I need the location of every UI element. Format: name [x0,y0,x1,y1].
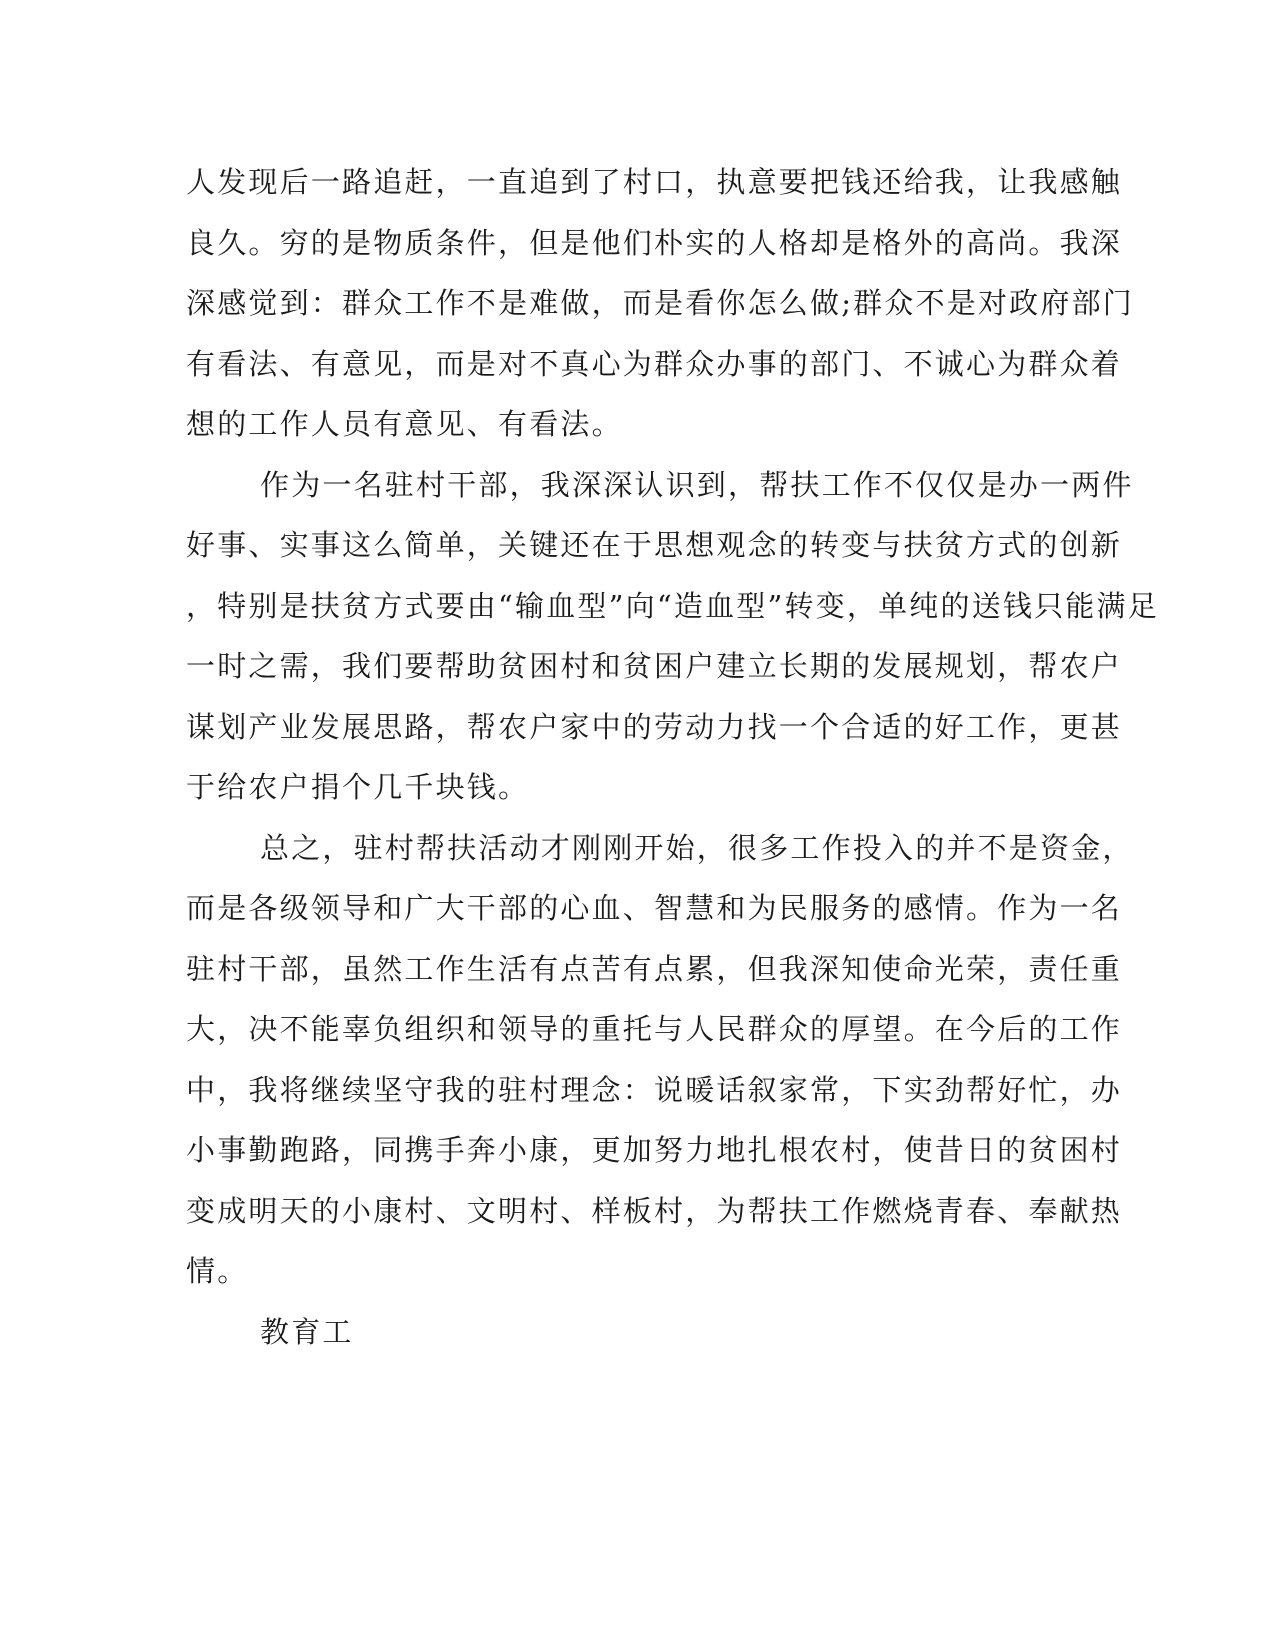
paragraph-first-line: 教育工 [260,1314,354,1349]
text-line: 良久。穷的是物质条件，但是他们朴实的人格却是格外的高尚。我深 [186,225,1123,260]
text-line: 好事、实事这么简单，关键还在于思想观念的转变与扶贫方式的创新 [186,528,1123,562]
text-line: 小事勤跑路，同携手奔小康，更加努力地扎根农村，使昔日的贫困村 [186,1133,1123,1167]
text-line: 变成明天的小康村、文明村、样板村，为帮扶工作燃烧青春、奉献热 [186,1193,1123,1228]
text-line: 而是各级领导和广大干部的心血、智慧和为民服务的感情。作为一名 [186,891,1123,925]
text-line: 于给农户捐个几千块钱。 [186,770,530,804]
text-line: 谋划产业发展思路，帮农户家中的劳动力找一个合适的好工作，更甚 [186,709,1123,744]
text-line: 有看法、有意见，而是对不真心为群众办事的部门、不诚心为群众着 [186,346,1123,381]
paragraph-first-line: 作为一名驻村干部，我深深认识到，帮扶工作不仅仅是办一两件 [260,467,1134,502]
paragraph-first-line: 总之，驻村帮扶活动才刚刚开始，很多工作投入的并不是资金， [260,830,1134,865]
text-line: 人发现后一路追赶，一直追到了村口，执意要把钱还给我，让我感触 [186,165,1123,199]
text-line: 深感觉到：群众工作不是难做，而是看你怎么做;群众不是对政府部门 [186,286,1134,320]
text-line: 一时之需，我们要帮助贫困村和贫困户建立长期的发展规划，帮农户 [186,649,1123,683]
body-text [186,152,1159,1362]
text-line: 中，我将继续坚守我的驻村理念：说暖话叙家常，下实劲帮好忙，办 [186,1072,1123,1107]
text-line: 大，决不能辜负组织和领导的重托与人民群众的厚望。在今后的工作 [186,1012,1123,1046]
text-line: 驻村干部，虽然工作生活有点苦有点累，但我深知使命光荣，责任重 [186,951,1123,986]
text-line: 情。 [186,1254,249,1288]
text-line: 想的工作人员有意见、有看法。 [186,407,623,441]
text-line: ，特别是扶贫方式要由“输血型”向“造血型”转变，单纯的送钱只能满足 [186,588,1159,623]
